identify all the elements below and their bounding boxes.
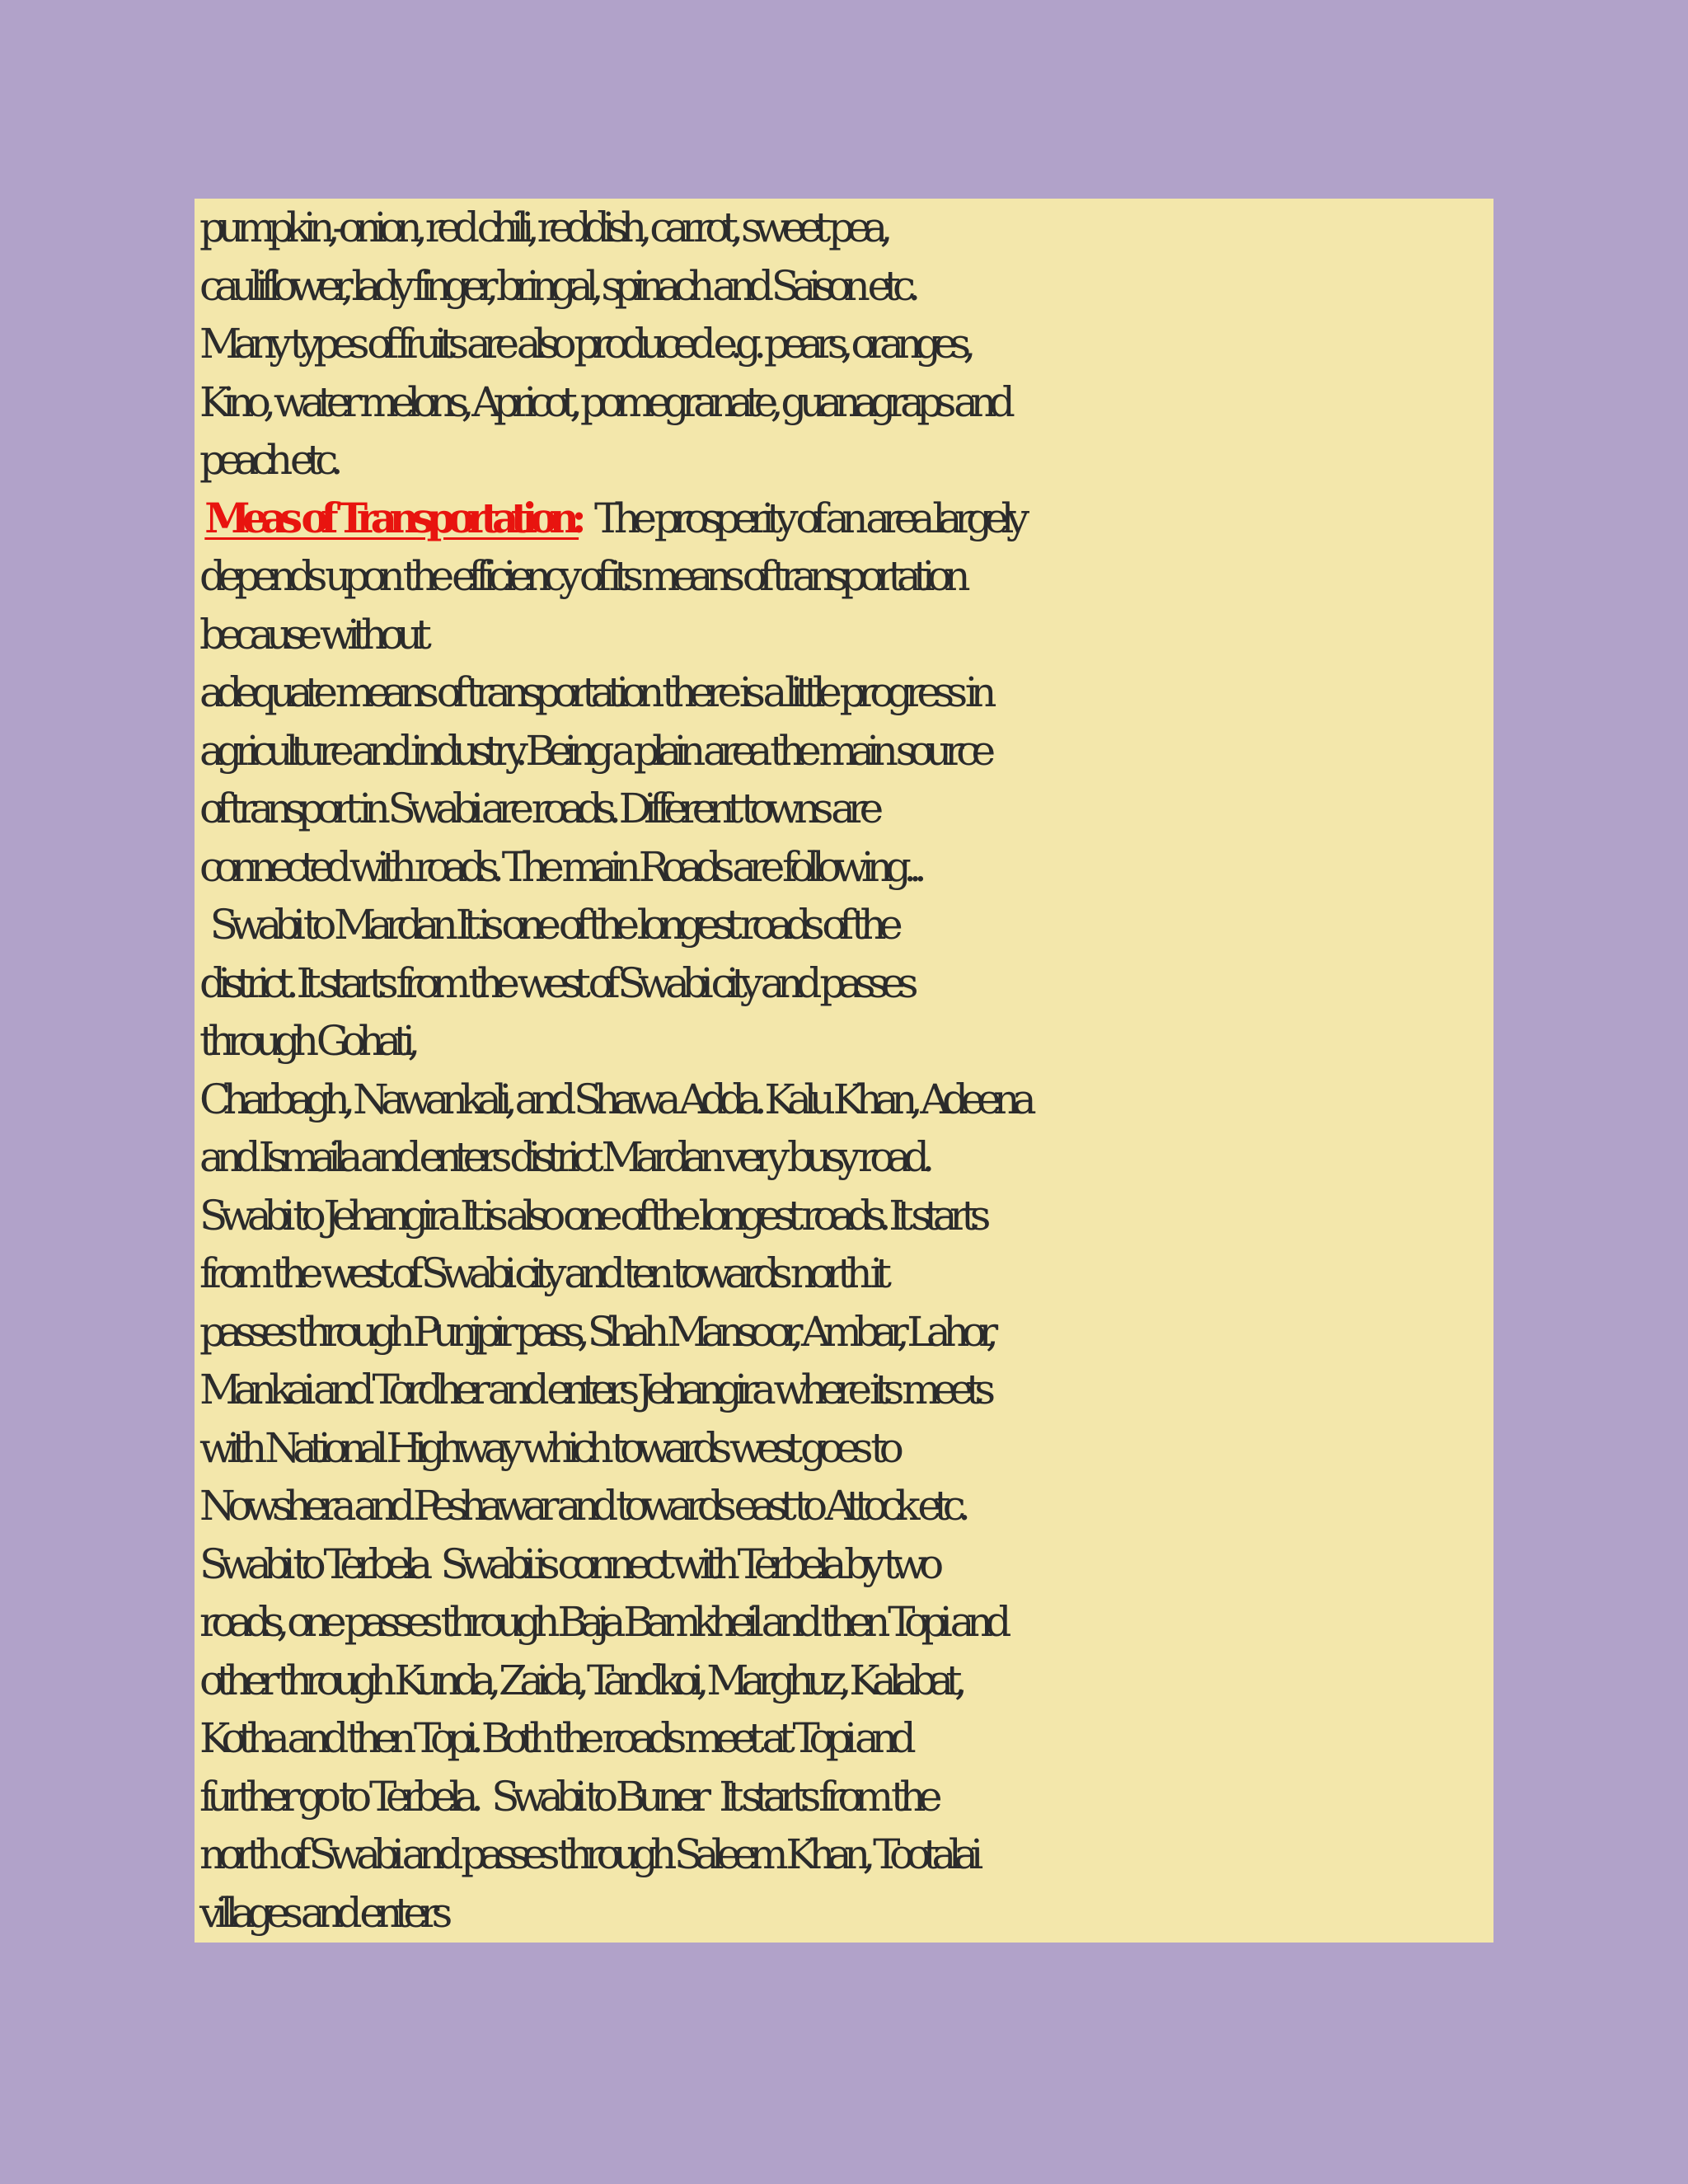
text-line: cauliflower, lady finger, bringal, spinach and Saison etc. bbox=[199, 261, 913, 310]
text-line: Nowshera and Peshawar and towards east to Attock etc. bbox=[199, 1482, 964, 1530]
text-line: pumpkin,-onion, red chili, reddish, carrot, sweet pea, bbox=[199, 204, 885, 251]
text-line: Mankai and Tordher and enters Jehangira where its meets bbox=[199, 1366, 988, 1413]
text-line: because without bbox=[199, 610, 424, 658]
text-line: Swabi to Terbela Swabi is connect with Terbela by two bbox=[199, 1540, 936, 1588]
text-line: Charbagh, Nawankali, and Shawa Adda. Kalu Khan, Adeena bbox=[199, 1075, 1029, 1123]
heading-line-text: The prosperity of an area largely bbox=[579, 494, 1022, 542]
text-line: villages and enters bbox=[199, 1888, 445, 1937]
heading-line bbox=[199, 490, 1493, 548]
text-line: Swabi to Mardan It is one of the longest roads of the bbox=[199, 901, 896, 949]
text-line: depends upon the efficiency of its means of transportation bbox=[199, 552, 964, 600]
text-line: from the west of Swabi city and ten towards north it bbox=[199, 1249, 884, 1297]
text-line: agriculture and industry. Being a plain area the main source bbox=[199, 726, 988, 775]
text-line: of transport in Swabi are roads. Different towns are bbox=[199, 785, 876, 832]
document-text-box bbox=[195, 199, 1493, 1943]
text-line: Many types of fruits are also produced e.g. pears, oranges, bbox=[199, 320, 968, 368]
text-line: north of Swabi and passes through Saleem Khan, Tootalai bbox=[199, 1830, 976, 1878]
section-heading: Meas of Transportation: bbox=[204, 493, 579, 542]
text-line: passes through Punjpir pass, Shah Mansoor, Ambar, Lahor, bbox=[199, 1307, 992, 1356]
text-line: further go to Terbela. Swabi to Buner It starts from the bbox=[199, 1772, 935, 1821]
text-line: Swabi to Jehangira It is also one of the longest roads. It starts bbox=[199, 1191, 983, 1240]
text-line: adequate means of transportation there is a little progress in bbox=[199, 668, 989, 716]
text-line: other through Kunda, Zaida, Tandkoi, Marghuz, Kalabat, bbox=[199, 1656, 960, 1704]
text-line: with National Highway which towards west goes to bbox=[199, 1423, 897, 1472]
text-line: connected with roads. The main Roads are following... bbox=[199, 842, 920, 891]
text-line: peach etc. bbox=[199, 436, 336, 484]
text-line: district. It starts from the west of Swabi city and passes bbox=[199, 958, 911, 1007]
text-line: through Gohati, bbox=[199, 1017, 413, 1065]
text-line: Kotha and then Topi. Both the roads meet at Topi and bbox=[199, 1714, 909, 1762]
text-line: roads, one passes through Baja Bamkheil and then Topi and bbox=[199, 1598, 1004, 1646]
text-line: and Ismaila and enters district Mardan very busy road. bbox=[199, 1133, 927, 1181]
text-line: Kino, water melons, Apricot, pomegranate, guanagraps and bbox=[199, 377, 1008, 426]
